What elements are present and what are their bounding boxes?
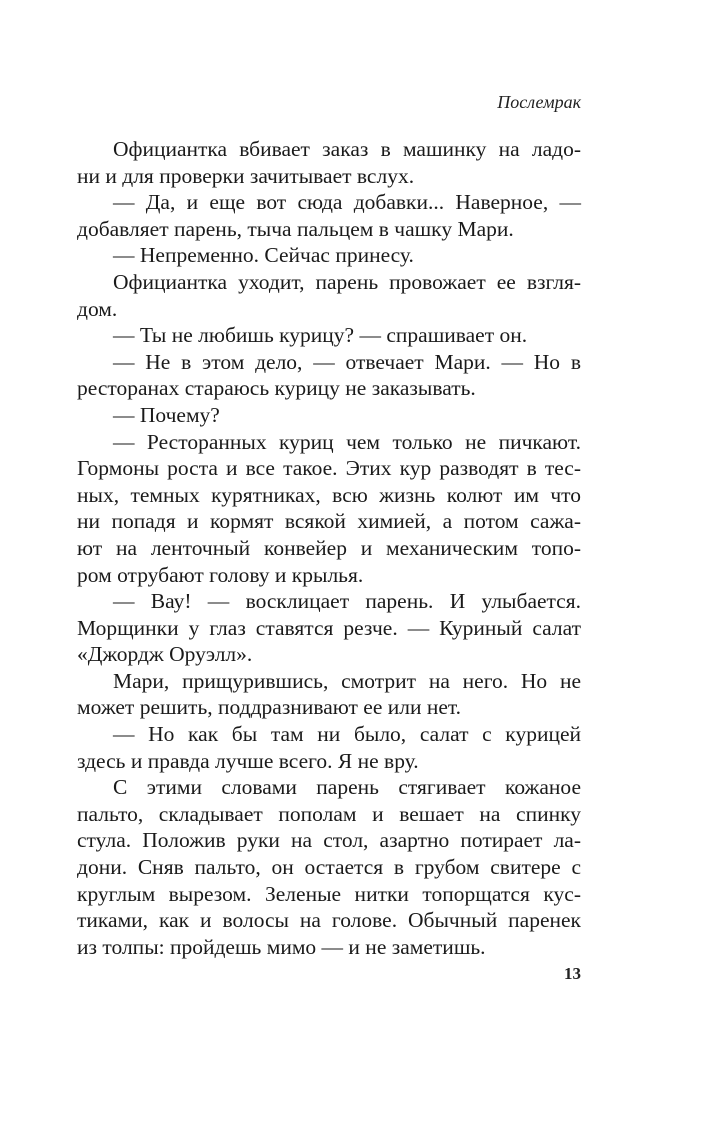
text-line: Морщинки у глаз ставятся резче. — Куриный салат [77, 615, 581, 640]
text-line: — Ты не любишь курицу? — спрашивает он. [113, 323, 528, 348]
text-line: может решить, поддразнивают ее или нет. [77, 695, 462, 720]
text-line: ресторанах стараюсь курицу не заказывать. [77, 376, 476, 401]
text-line: тиками, как и волосы на голове. Обычный паренек [77, 908, 581, 933]
body-text [77, 136, 581, 960]
text-line: ни и для проверки зачитывает вслух. [77, 163, 415, 188]
text-line: Официантка уходит, парень провожает ее взгля- [113, 269, 581, 294]
text-line: — Не в этом дело, — отвечает Мари. — Но в [113, 349, 581, 374]
text-line: добавляет парень, тыча пальцем в чашку Мари. [77, 216, 514, 241]
text-line: из толпы: пройдешь мимо — и не заметишь. [77, 934, 486, 959]
text-line: — Почему? [113, 402, 220, 427]
text-line: Мари, прищурившись, смотрит на него. Но не [113, 668, 581, 693]
text-line: здесь и правда лучше всего. Я не вру. [77, 748, 419, 773]
text-line: дони. Сняв пальто, он остается в грубом свитере с [77, 855, 581, 880]
text-line: — Непременно. Сейчас принесу. [113, 243, 414, 268]
text-line: ют на ленточный конвейер и механическим топо- [77, 535, 581, 560]
text-line: круглым вырезом. Зеленые нитки топорщатся кус- [77, 881, 581, 906]
text-line: — Да, и еще вот сюда добавки... Наверное, — [113, 190, 581, 215]
text-line: С этими словами парень стягивает кожаное [113, 775, 581, 800]
text-line: стула. Положив руки на стол, азартно потирает ла- [77, 828, 581, 853]
text-line: Официантка вбивает заказ в машинку на ладо- [113, 137, 581, 161]
text-line: — Вау! — восклицает парень. И улыбается. [113, 589, 581, 614]
text-line: ных, темных курятниках, всю жизнь колют им что [77, 482, 581, 507]
text-line: ром отрубают голову и крылья. [77, 562, 364, 587]
text-line: Гормоны роста и все такое. Этих кур разводят в тес- [77, 456, 581, 481]
text-line: — Но как бы там ни было, салат с курицей [113, 722, 581, 747]
text-line: дом. [77, 296, 118, 321]
running-head: Послемрак [497, 92, 581, 112]
page-number: 13 [564, 964, 581, 983]
text-line: «Джордж Оруэлл». [77, 642, 253, 667]
text-line: ни попадя и кормят всякой химией, а потом сажа- [77, 509, 581, 534]
text-line: — Ресторанных куриц чем только не пичкают. [113, 429, 581, 454]
text-line: пальто, складывает пополам и вешает на спинку [77, 801, 581, 826]
